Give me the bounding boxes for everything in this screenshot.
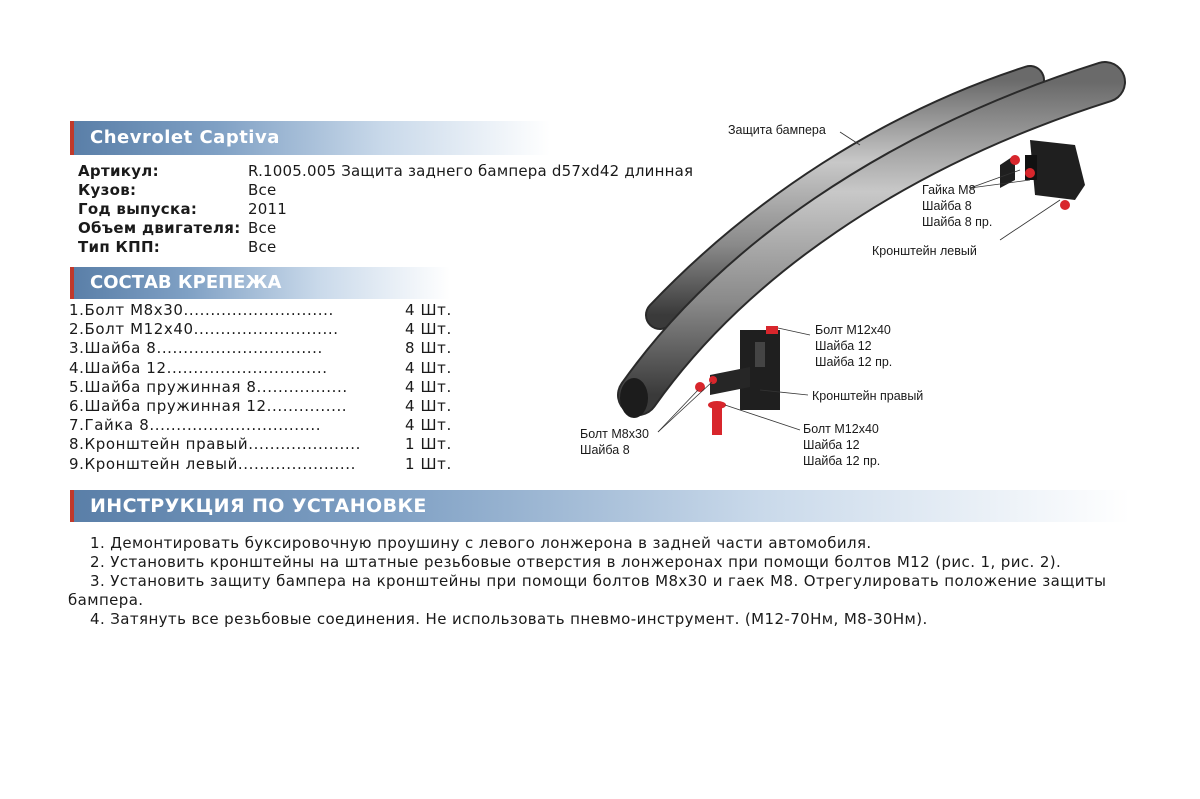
fasteners-banner [70, 267, 450, 299]
spec-label: Тип КПП: [78, 238, 161, 256]
washer-12-icon [708, 401, 726, 409]
list-item [69, 301, 465, 320]
instructions-title: ИНСТРУКЦИЯ ПО УСТАНОВКЕ [90, 495, 427, 517]
list-item [69, 397, 465, 416]
bolt-m8-icon [695, 382, 705, 392]
part-name: 2.Болт М12х40........................... [69, 320, 339, 339]
model-title-banner [70, 121, 550, 155]
label-bolt-m8: Болт М8х30 [580, 427, 649, 441]
label-washer-12: Шайба 12 [815, 339, 872, 353]
part-qty: 1 Шт. [405, 454, 452, 473]
part-qty: 8 Шт. [405, 339, 452, 358]
part-qty: 4 Шт. [405, 358, 452, 377]
list-item [69, 455, 465, 474]
label-washer-8: Шайба 8 [922, 199, 972, 213]
part-name: 5.Шайба пружинная 8................. [69, 377, 348, 396]
list-item [69, 416, 465, 435]
part-name: 3.Шайба 8............................... [69, 339, 323, 358]
part-name: 7.Гайка 8................................ [69, 416, 322, 435]
part-qty: 4 Шт. [405, 397, 452, 416]
right-bracket-icon [710, 330, 780, 410]
label-bolt-m12: Болт М12х40 [815, 323, 891, 337]
spec-value: 2011 [248, 200, 287, 218]
instruction-step: 3. Установить защиту бампера на кронштейны при помощи болтов М8х30 и гаек М8. Отрегулировать положение защиты бампера. [68, 572, 1107, 609]
spec-label: Артикул: [78, 162, 159, 180]
label-bolt-m12-bottom: Болт М12х40 [803, 422, 879, 436]
bolt-icon [1060, 200, 1070, 210]
washer-icon [1025, 168, 1035, 178]
instructions-list [68, 534, 1138, 629]
spec-value: R.1005.005 Защита заднего бампера d57xd42 длинная [248, 162, 694, 180]
part-qty: 1 Шт. [405, 435, 452, 454]
part-qty: 4 Шт. [405, 320, 452, 339]
model-title: Chevrolet Captiva [90, 127, 280, 148]
part-name: 9.Кронштейн левый...................... [69, 454, 357, 473]
tube-end-icon [620, 378, 648, 418]
assembly-diagram [560, 60, 1150, 480]
bolt-m12-icon [766, 326, 778, 334]
label-left-bracket: Кронштейн левый [872, 244, 977, 258]
label-spring-washer-12: Шайба 12 пр. [815, 355, 893, 369]
fasteners-list [69, 301, 465, 474]
list-item [69, 320, 465, 339]
part-name: 4.Шайба 12.............................. [69, 358, 328, 377]
label-spring-washer-12-bottom: Шайба 12 пр. [803, 454, 881, 468]
part-qty: 4 Шт. [405, 377, 452, 396]
list-item [69, 339, 465, 358]
spec-value: Все [248, 219, 277, 237]
list-item [69, 435, 465, 454]
spec-label: Год выпуска: [78, 200, 198, 218]
label-nut-m8: Гайка М8 [922, 183, 976, 197]
spec-label: Объем двигателя: [78, 219, 241, 237]
spec-value: Все [248, 181, 277, 199]
left-bracket-icon [1000, 140, 1085, 200]
part-qty: 4 Шт. [405, 301, 452, 319]
instruction-step: 4. Затянуть все резьбовые соединения. Не использовать пневмо-инструмент. (М12-70Нм, М8-30Нм). [90, 610, 928, 628]
part-name: 1.Болт М8х30............................ [69, 301, 334, 319]
part-qty: 4 Шт. [405, 416, 452, 435]
instructions-banner [70, 490, 1130, 522]
label-washer-8-bottom: Шайба 8 [580, 443, 630, 457]
washer-8-icon [709, 376, 717, 384]
list-item [69, 359, 465, 378]
label-spring-washer-8: Шайба 8 пр. [922, 215, 993, 229]
part-name: 6.Шайба пружинная 12............... [69, 397, 348, 416]
spec-value: Все [248, 238, 277, 256]
fasteners-title: СОСТАВ КРЕПЕЖА [90, 272, 282, 293]
label-right-bracket: Кронштейн правый [812, 389, 924, 403]
spec-label: Кузов: [78, 181, 137, 199]
list-item [69, 378, 465, 397]
nut-icon [1010, 155, 1020, 165]
part-name: 8.Кронштейн правый..................... [69, 435, 361, 454]
bolt-m12-bottom-icon [712, 405, 722, 435]
instruction-step: 2. Установить кронштейны на штатные резьбовые отверстия в лонжеронах при помощи болтов М12 (рис. 1, рис. 2). [90, 553, 1062, 571]
instruction-step: 1. Демонтировать буксировочную проушину с левого лонжерона в задней части автомобиля. [90, 534, 872, 552]
label-bumper-guard: Защита бампера [728, 123, 826, 137]
label-washer-12-bottom: Шайба 12 [803, 438, 860, 452]
